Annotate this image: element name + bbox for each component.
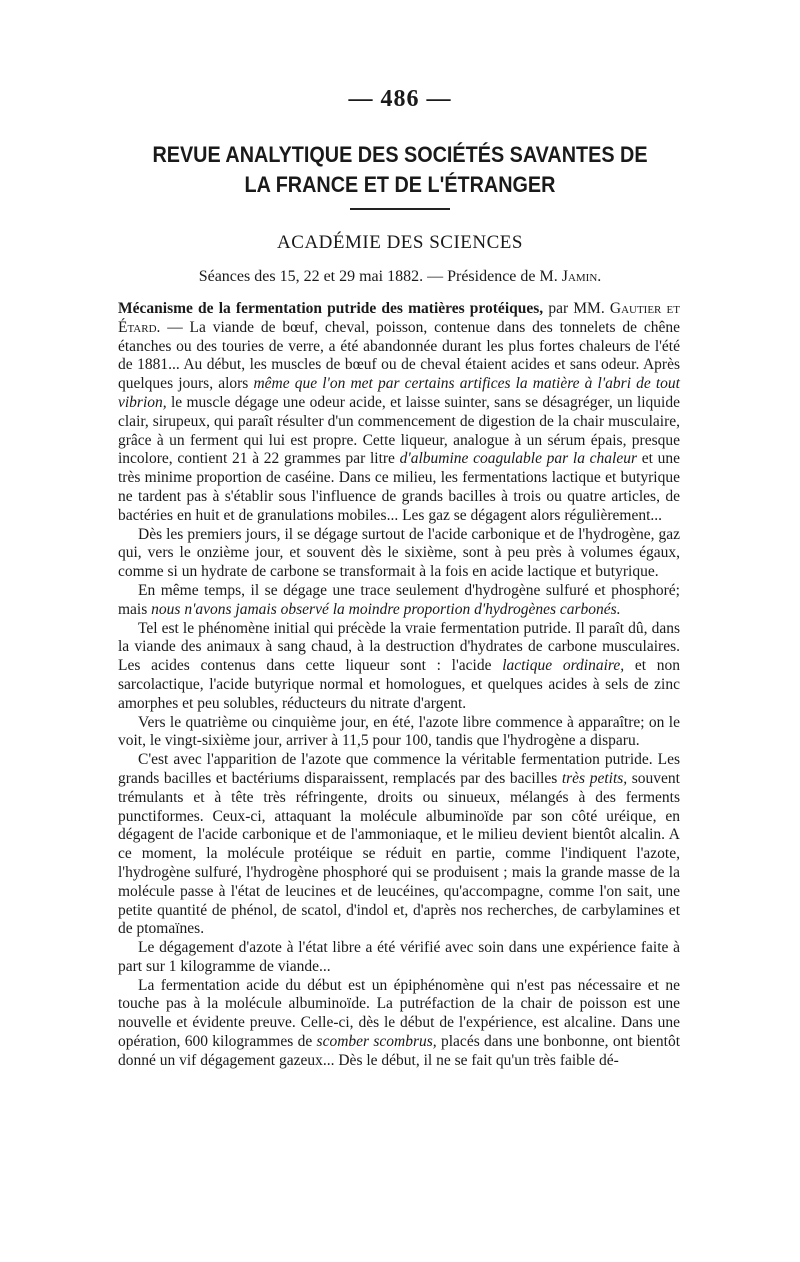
paragraph-3 xyxy=(118,582,680,620)
article-title: Mécanisme de la fermentation putride des matières protéiques, xyxy=(118,300,544,317)
paragraph-7: Le dégagement d'azote à l'état libre a été vérifié avec soin dans une expérience faite à part sur 1 kilogramme de viande... xyxy=(118,939,680,975)
article-authors: Gautier et Étard. xyxy=(118,300,680,336)
journal-title: REVUE ANALYTIQUE DES SOCIÉTÉS SAVANTES DE LA FRANCE ET DE L'ÉTRANGER xyxy=(152,142,648,197)
paragraph-5: Vers le quatrième ou cinquième jour, en été, l'azote libre commence à apparaître; on le voit, le vingt-sixième jour, arriver à 11,5 pour 100, tandis que l'hydrogène a disparu. xyxy=(118,713,680,750)
title-divider xyxy=(350,208,450,210)
p8-text-b: placés dans une bonbonne, ont bientôt donné un vif dégagement gazeux... Dès le début, il ne se fait qu'un très faible dé- xyxy=(118,1033,681,1069)
p4-italic: lactique ordinaire, xyxy=(502,657,625,675)
paragraph-1 xyxy=(118,300,680,526)
p6-text-a: C'est avec l'apparition de l'azote que commence la véritable fermentation putride. Les grands bacilles et bactériums disparaissent, remplacés par des bacilles xyxy=(118,751,680,787)
session-dates: Séances des 15, 22 et 29 mai 1882. — Présidence de M. xyxy=(198,268,562,285)
session-line xyxy=(0,268,800,286)
p1-text-c: et une très minime proportion de caséine. Dans ce milieu, les fermentations lactique et butyrique ne tardent pas à s'établir sous l'influence de grands bacilles à trois ou quatre articles, de bactéries en huit et de granulations mobiles... Les gaz se dégagent alors régulièrement... xyxy=(118,450,680,524)
p8-italic: scomber scombrus, xyxy=(316,1033,437,1051)
paragraph-8 xyxy=(118,977,680,1071)
p8-text-a: La fermentation acide du début est un épiphénomène qui n'est pas nécessaire et ne touche pas à la molécule albuminoïde. La putréfaction de la chair de poisson est une nouvelle et évidente preuve. Celle-ci, dès le début de l'expérience, est alcaline. Dans une opération, 600 kilogrammes de xyxy=(118,976,680,1051)
section-heading: ACADÉMIE DES SCIENCES xyxy=(277,232,523,253)
paragraph-2: Dès les premiers jours, il se dégage surtout de l'acide carbonique et de l'hydrogène, gaz qui, vers le onzième jour, et souvent dès le sixième, sont à peu près à volumes égaux, comme si un hydrate de carbone se transformait à la fois en acide lactique et butyrique. xyxy=(118,525,680,581)
article-body xyxy=(118,300,680,1071)
paragraph-4 xyxy=(118,620,680,714)
p6-text-b: souvent trémulants et à tête très réfringente, droits ou sinueux, mélangés à des ferments punctiformes. Ceux-ci, attaquant la molécule albuminoïde par son côté uréique, en dégagent de l'acide carbonique et de l'ammoniaque, et le milieu devient bientôt alcalin. A ce moment, la molécule protéique se réduit en partie, comme l'indiquent l'azote, l'hydrogène sulfuré, l'hydrogène phosphoré qui se produisent ; mais la grande masse de la molécule passe à l'état de leucines et de leucéines, qu'accompagne, comme l'on sait, une petite quantité de phénol, de scatol, d'indol et, d'après nos recherches, de carbylamines et de ptomaïnes. xyxy=(118,769,680,938)
session-president: Jamin. xyxy=(561,268,602,285)
p4-text-b: et non sarcolactique, l'acide butyrique normal et homologues, et quelques acides à sels de zinc amorphes et peu solubles, réducteurs du nitrate d'argent. xyxy=(118,657,680,712)
p4-text-a: Tel est le phénomène initial qui précède la vraie fermentation putride. Il paraît dû, dans la viande des animaux à sang chaud, à la destruction d'hydrates de carbone musculaires. Les acides contenus dans cette liqueur sont : l'acide xyxy=(118,619,680,675)
p1-italic-1: même que l'on met par certains artifices la matière à l'abri de tout vibrion, xyxy=(118,375,680,411)
p1-text-a: — La viande de bœuf, cheval, poisson, contenue dans des tonnelets de chêne étanches ou des touries de verre, a été abandonnée durant les plus fortes chaleurs de l'été de 1881... Au début, les muscles de bœuf ou de cheval étaient acides et sans odeur. Après quelques jours, alors xyxy=(118,318,680,393)
paragraph-6 xyxy=(118,751,680,939)
p1-text-b: le muscle dégage une odeur acide, et laisse suinter, sans se désagréger, un liquide clair, sirupeux, qui paraît résulter d'un commencement de digestion de la chair musculaire, grâce à un ferment qui lui est propre. Cette liqueur, analogue à un sérum épais, presque incolore, contient 21 à 22 grammes par litre xyxy=(118,393,680,468)
p1-italic-2: d'albumine coagulable par la chaleur xyxy=(399,450,638,468)
p3-italic: nous n'avons jamais observé la moindre proportion d'hydrogènes carbonés. xyxy=(151,600,621,618)
authors-prefix: par MM. xyxy=(543,300,610,317)
p3-text-a: En même temps, il se dégage une trace seulement d'hydrogène sulfuré et phosphoré; mais xyxy=(118,581,680,618)
p6-italic: très petits, xyxy=(561,769,628,787)
page-number: — 486 — xyxy=(348,86,452,112)
